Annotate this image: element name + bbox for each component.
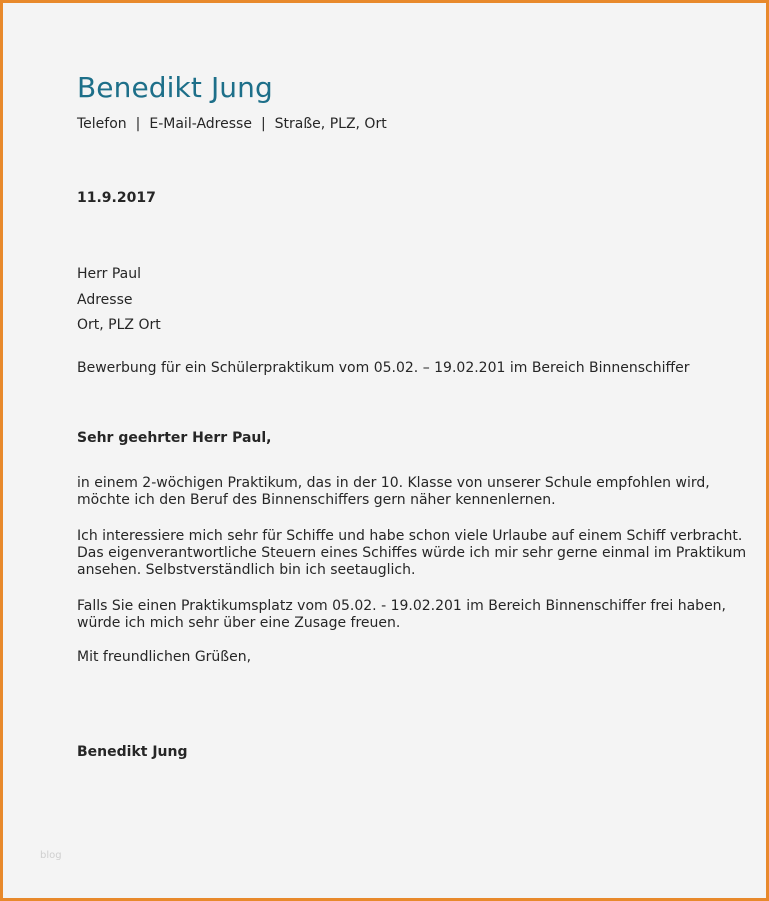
recipient-city: Ort, PLZ Ort: [77, 317, 161, 333]
contact-separator: |: [260, 116, 266, 132]
sender-address: Straße, PLZ, Ort: [274, 116, 387, 132]
contact-separator: |: [135, 116, 141, 132]
letter-date: 11.9.2017: [77, 190, 156, 206]
letter-subject: Bewerbung für ein Schülerpraktikum vom 05.02. – 19.02.201 im Bereich Binnenschiffer: [77, 360, 690, 376]
sender-contact-line: [77, 116, 387, 132]
body-paragraph: Ich interessiere mich sehr für Schiffe und habe schon viele Urlaube auf einem Schiff verbracht. Das eigenverantwortliche Steuern eines Schiffes würde ich mir sehr gerne einmal im Praktikum ansehen. Selbstverständlich bin ich seetauglich.: [77, 528, 747, 578]
sender-phone: Telefon: [77, 116, 127, 132]
watermark-text: blog: [40, 850, 62, 861]
recipient-street: Adresse: [77, 291, 133, 308]
letter-closing: Mit freundlichen Grüßen,: [77, 649, 252, 665]
recipient-name: Herr Paul: [77, 266, 142, 282]
letter-signature: Benedikt Jung: [77, 744, 188, 760]
recipient-address-block: [77, 263, 161, 340]
body-paragraph: in einem 2-wöchigen Praktikum, das in der 10. Klasse von unserer Schule empfohlen wird, möchte ich den Beruf des Binnenschiffers gern näher kennenlernen.: [77, 475, 710, 508]
letter-salutation: Sehr geehrter Herr Paul,: [77, 430, 272, 446]
body-paragraph: Falls Sie einen Praktikumsplatz vom 05.02. - 19.02.201 im Bereich Binnenschiffer frei haben, würde ich mich sehr über eine Zusage freuen.: [77, 598, 727, 631]
sender-email: E-Mail-Adresse: [149, 116, 252, 132]
sender-name: Benedikt Jung: [77, 71, 273, 104]
